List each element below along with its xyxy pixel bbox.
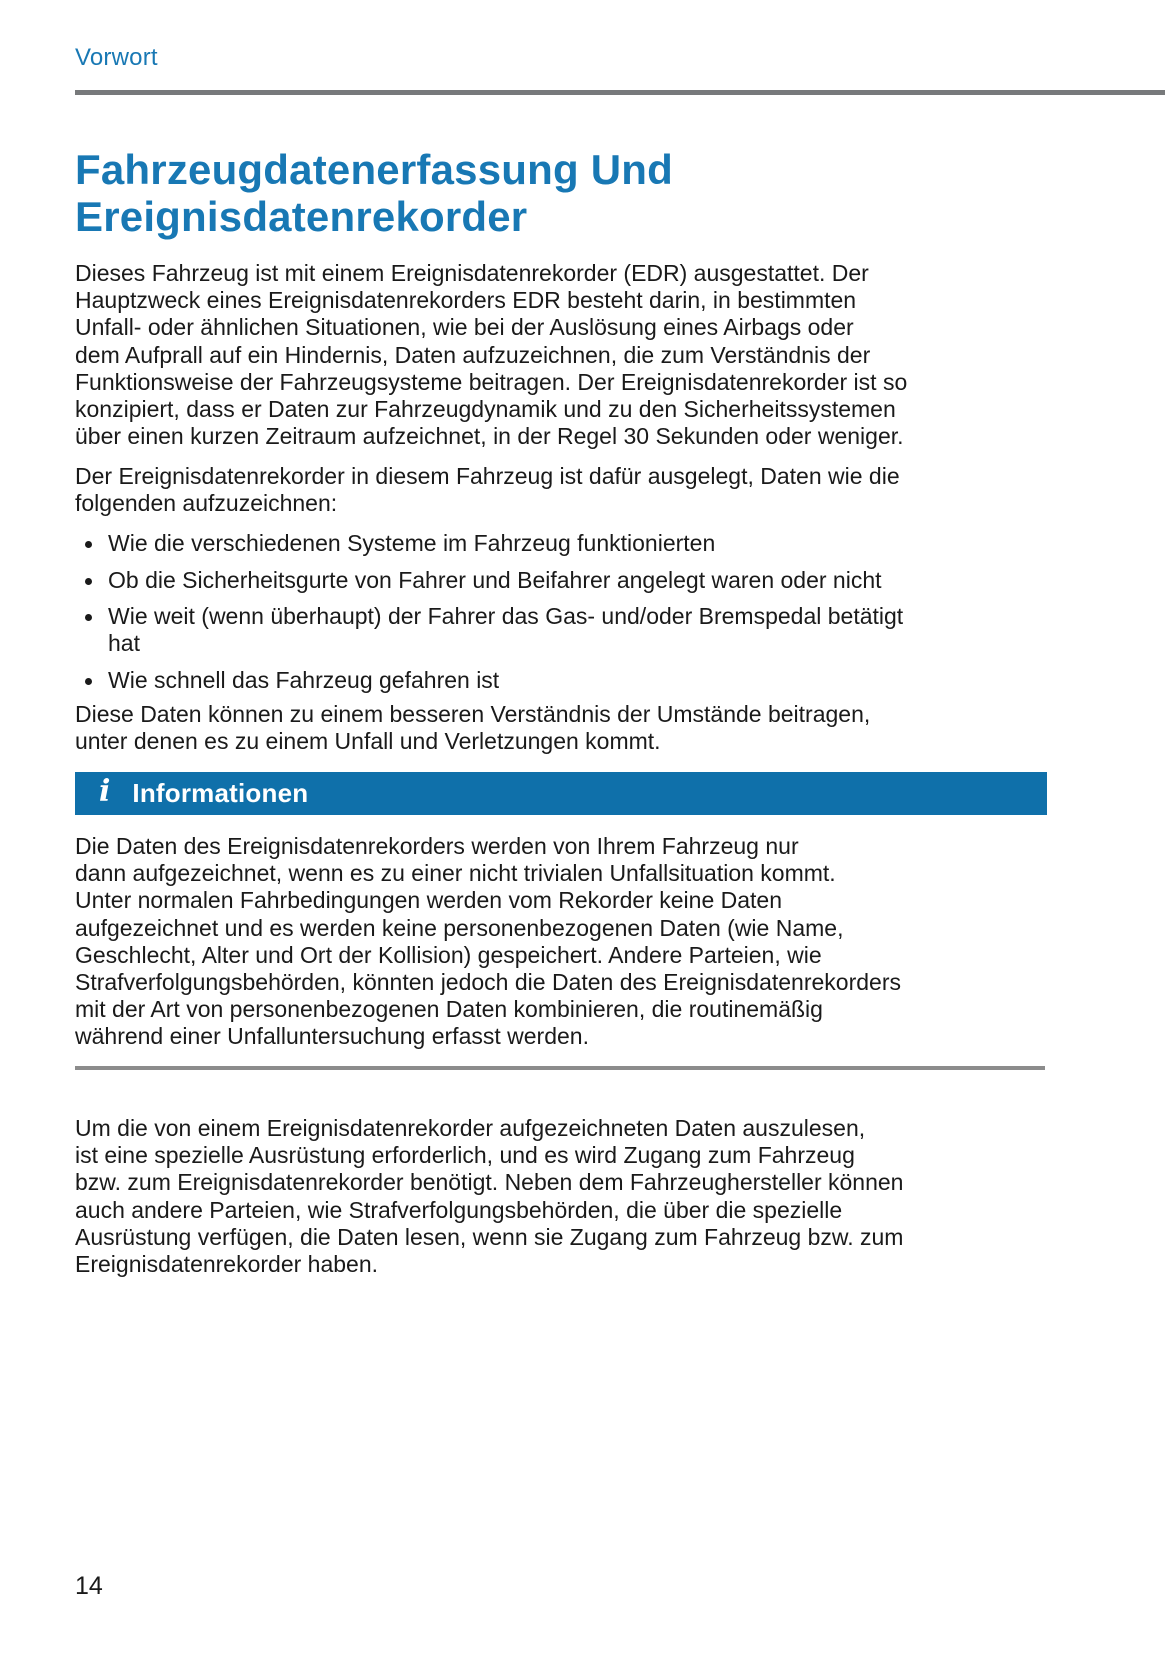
list-item-text: Wie schnell das Fahrzeug gefahren ist <box>108 666 500 693</box>
page-title <box>75 146 673 240</box>
info-box-header <box>75 772 1047 815</box>
list-item-text: Wie weit (wenn überhaupt) der Fahrer das Gas- und/oder Bremspedal betätigt hat <box>108 603 904 657</box>
breadcrumb: Vorwort <box>75 44 158 71</box>
bullet-icon <box>85 678 92 685</box>
list-item <box>75 667 903 694</box>
info-box-title: Informationen <box>132 778 309 808</box>
info-icon: i <box>99 773 111 809</box>
list-item <box>75 530 903 557</box>
bullet-icon <box>85 614 92 621</box>
info-box-body: Die Daten des Ereignisdatenrekorders werden von Ihrem Fahrzeug nur dann aufgezeichnet, wenn es zu einer nicht trivialen Unfallsituation kommt. Unter normalen Fahrbedingungen werden vom Rekorder keine Daten aufgezeichnet und es werden keine personenbezogenen Daten (wie Name, Geschlecht, Alter und Ort der Kollision) gespeichert. Andere Parteien, wie Strafverfolgungsbehörden, könnten jedoch die Daten des Ereignisdatenrekorders mit der Art von personenbezogenen Daten kombinieren, die routinemäßig während einer Unfalluntersuchung erfasst werden. <box>75 833 901 1050</box>
list-item-text: Ob die Sicherheitsgurte von Fahrer und Beifahrer angelegt waren oder nicht <box>108 566 882 593</box>
header-divider <box>75 90 1165 95</box>
intro-paragraph: Dieses Fahrzeug ist mit einem Ereignisdatenrekorder (EDR) ausgestattet. Der Hauptzweck eines Ereignisdatenrekorders EDR besteht darin, in bestimmten Unfall- oder ähnlichen Situationen, wie bei der Auslösung eines Airbags oder dem Aufprall auf ein Hindernis, Daten aufzuzeichnen, die zum Verständnis der Funktionsweise der Fahrzeugsysteme beitragen. Der Ereignisdatenrekorder ist so konzipiert, dass er Daten zur Fahrzeugdynamik und zu den Sicherheitssystemen über einen kurzen Zeitraum aufzeichnet, in der Regel 30 Sekunden oder weniger. <box>75 260 908 450</box>
lead-paragraph: Der Ereignisdatenrekorder in diesem Fahrzeug ist dafür ausgelegt, Daten wie die folgenden aufzuzeichnen: <box>75 463 900 517</box>
list-item-text: Wie die verschiedenen Systeme im Fahrzeug funktionierten <box>108 530 716 556</box>
section-divider <box>75 1066 1045 1070</box>
edr-data-list <box>75 530 903 703</box>
bullet-icon <box>85 578 92 585</box>
list-item <box>75 603 903 657</box>
bullet-icon <box>85 541 92 548</box>
page-number: 14 <box>75 1572 103 1600</box>
summary-paragraph: Diese Daten können zu einem besseren Verständnis der Umstände beitragen, unter denen es zu einem Unfall und Verletzungen kommt. <box>75 701 871 755</box>
closing-paragraph: Um die von einem Ereignisdatenrekorder aufgezeichneten Daten auszulesen, ist eine spezielle Ausrüstung erforderlich, und es wird Zugang zum Fahrzeug bzw. zum Ereignisdatenrekorder benötigt. Neben dem Fahrzeughersteller können auch andere Parteien, wie Strafverfolgungsbehörden, die über die spezielle Ausrüstung verfügen, die Daten lesen, wenn sie Zugang zum Fahrzeug bzw. zum Ereignisdatenrekorder haben. <box>75 1115 904 1278</box>
page-title-line: Ereignisdatenrekorder <box>75 193 528 240</box>
list-item <box>75 567 903 594</box>
page-title-line: Fahrzeugdatenerfassung Und <box>75 146 673 193</box>
